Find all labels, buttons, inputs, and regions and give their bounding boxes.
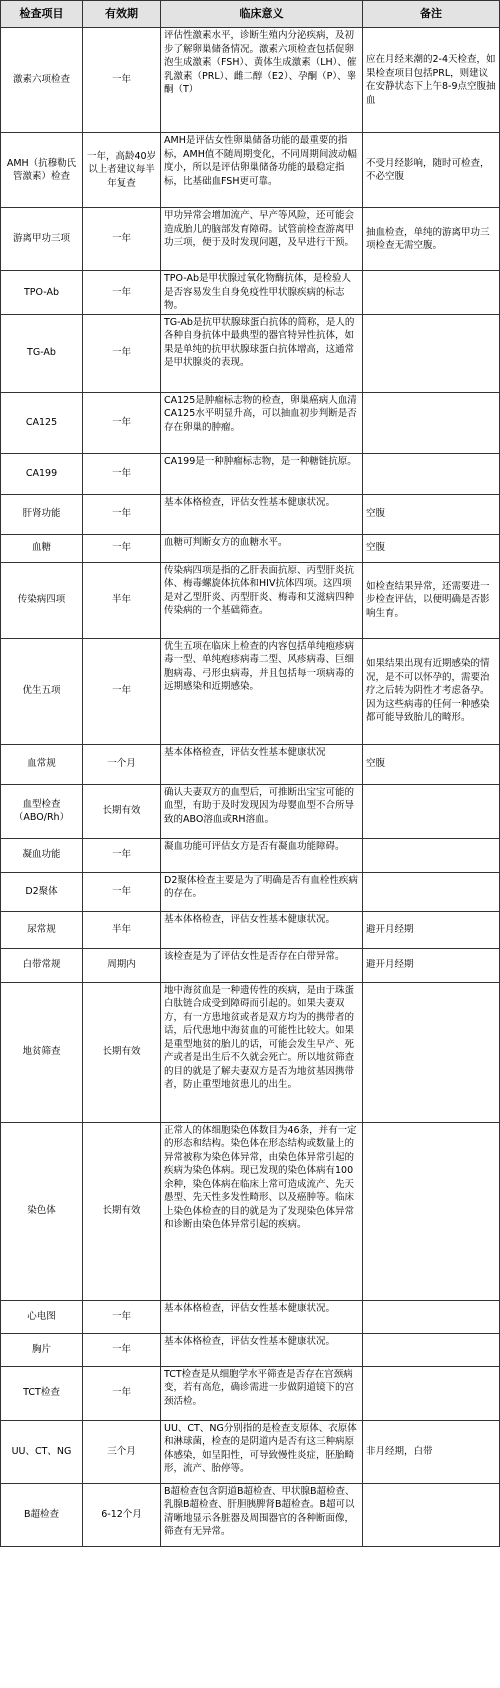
table-row bbox=[1, 982, 500, 1122]
validity-cell: 周期内 bbox=[83, 948, 161, 982]
significance-cell: B超检查包含阴道B超检查、甲状腺B超检查、乳腺B超检查、肝胆胰脾肾B超检查。B超可以清晰地显示各脏器及周围器官的各种断面像，筛查有无异常。 bbox=[161, 1483, 363, 1546]
table-row bbox=[1, 392, 500, 453]
item-cell: 传染病四项 bbox=[1, 562, 83, 638]
table-row bbox=[1, 1300, 500, 1333]
note-cell: 非月经期，白带 bbox=[363, 1420, 500, 1483]
significance-cell: 基本体格检查，评估女性基本健康状况 bbox=[161, 744, 363, 784]
table-row bbox=[1, 838, 500, 872]
table-row bbox=[1, 271, 500, 315]
table-row bbox=[1, 1366, 500, 1420]
note-cell: 空腹 bbox=[363, 494, 500, 534]
item-cell: 地贫筛查 bbox=[1, 982, 83, 1122]
significance-cell: 基本体格检查，评估女性基本健康状况。 bbox=[161, 494, 363, 534]
table-row bbox=[1, 453, 500, 494]
validity-cell: 一年 bbox=[83, 1300, 161, 1333]
validity-cell: 一年 bbox=[83, 392, 161, 453]
validity-cell: 一年 bbox=[83, 314, 161, 392]
table-row bbox=[1, 638, 500, 744]
validity-cell: 一年 bbox=[83, 208, 161, 271]
significance-cell: TPO-Ab是甲状腺过氧化物酶抗体，是检验人是否容易发生自身免疫性甲状腺疾病的标志物。 bbox=[161, 271, 363, 315]
note-cell bbox=[363, 1483, 500, 1546]
validity-cell: 半年 bbox=[83, 911, 161, 948]
validity-cell: 一年 bbox=[83, 1333, 161, 1366]
validity-cell: 一年 bbox=[83, 1366, 161, 1420]
item-cell: AMH（抗穆勒氏管激素）检查 bbox=[1, 133, 83, 208]
significance-cell: CA125是肿瘤标志物的检查，卵巢癌病人血清CA125水平明显升高，可以抽血初步判断是否存在卵巢的肿瘤。 bbox=[161, 392, 363, 453]
note-cell: 避开月经期 bbox=[363, 948, 500, 982]
note-cell bbox=[363, 872, 500, 911]
item-cell: TCT检查 bbox=[1, 1366, 83, 1420]
table-row bbox=[1, 1420, 500, 1483]
note-cell: 抽血检查，单纯的游离甲功三项检查无需空腹。 bbox=[363, 208, 500, 271]
note-cell: 避开月经期 bbox=[363, 911, 500, 948]
validity-cell: 一年 bbox=[83, 494, 161, 534]
validity-cell: 一年，高龄40岁以上者建议每半年复查 bbox=[83, 133, 161, 208]
note-cell: 不受月经影响，随时可检查，不必空腹 bbox=[363, 133, 500, 208]
table-row bbox=[1, 1333, 500, 1366]
note-cell bbox=[363, 982, 500, 1122]
item-cell: 肝肾功能 bbox=[1, 494, 83, 534]
significance-cell: 基本体格检查，评估女性基本健康状况。 bbox=[161, 911, 363, 948]
significance-cell: UU、CT、NG分别指的是检查支原体、衣原体和淋球菌，检查的是阴道内是否有这三种病原体感染，如呈阳性，可导致慢性炎症，胚胎畸形，流产、胎停等。 bbox=[161, 1420, 363, 1483]
note-cell: 空腹 bbox=[363, 534, 500, 562]
significance-cell: D2聚体检查主要是为了明确是否有血栓性疾病的存在。 bbox=[161, 872, 363, 911]
item-cell: 血型检查（ABO/Rh） bbox=[1, 784, 83, 838]
significance-cell: 地中海贫血是一种遗传性的疾病，是由于珠蛋白肽链合成受到障碍而引起的。如果夫妻双方，有一方患地贫或者是双方均为的携带者的话，后代患地中海贫血的可能性比较大。如果是重型地贫的胎儿的话，可能会发生早产、死产或者是出生后不久就会死亡。所以地贫筛查的目的就是了解夫妻双方是否为地贫基因携带者，防止重型地贫患儿的出生。 bbox=[161, 982, 363, 1122]
table-row bbox=[1, 948, 500, 982]
table-row bbox=[1, 494, 500, 534]
table-row bbox=[1, 911, 500, 948]
note-cell bbox=[363, 314, 500, 392]
item-cell: 胸片 bbox=[1, 1333, 83, 1366]
table-row bbox=[1, 314, 500, 392]
item-cell: 游离甲功三项 bbox=[1, 208, 83, 271]
note-cell bbox=[363, 1366, 500, 1420]
table-body bbox=[1, 28, 500, 1547]
note-cell: 如检查结果异常，还需要进一步检查评估，以便明确是否影响生育。 bbox=[363, 562, 500, 638]
significance-cell: 传染病四项是指的乙肝表面抗原、丙型肝炎抗体、梅毒螺旋体抗体和HIV抗体四项。这四项是对乙型肝炎、丙型肝炎、梅毒和艾滋病四种传染病的一个基础筛查。 bbox=[161, 562, 363, 638]
table-row bbox=[1, 744, 500, 784]
significance-cell: 基本体格检查，评估女性基本健康状况。 bbox=[161, 1333, 363, 1366]
item-cell: 染色体 bbox=[1, 1122, 83, 1300]
validity-cell: 一年 bbox=[83, 638, 161, 744]
table-row bbox=[1, 534, 500, 562]
note-cell bbox=[363, 453, 500, 494]
note-cell bbox=[363, 1300, 500, 1333]
item-cell: 优生五项 bbox=[1, 638, 83, 744]
validity-cell: 一个月 bbox=[83, 744, 161, 784]
note-cell bbox=[363, 1122, 500, 1300]
note-cell bbox=[363, 784, 500, 838]
significance-cell: AMH是评估女性卵巢储备功能的最重要的指标，AMH值不随周期变化，不同周期间波动幅度小，所以是评估卵巢储备功能的最稳定指标，比基础血FSH更可靠。 bbox=[161, 133, 363, 208]
validity-cell: 长期有效 bbox=[83, 1122, 161, 1300]
table-row bbox=[1, 1122, 500, 1300]
item-cell: D2聚体 bbox=[1, 872, 83, 911]
note-cell bbox=[363, 271, 500, 315]
item-cell: 激素六项检查 bbox=[1, 28, 83, 133]
table-header-row bbox=[1, 1, 500, 28]
validity-cell: 长期有效 bbox=[83, 784, 161, 838]
significance-cell: 甲功异常会增加流产、早产等风险，还可能会造成胎儿的脑部发育障碍。试管前检查游离甲功三项，便于及时发现问题，及早进行干预。 bbox=[161, 208, 363, 271]
item-cell: B超检查 bbox=[1, 1483, 83, 1546]
significance-cell: 血糖可判断女方的血糖水平。 bbox=[161, 534, 363, 562]
table-row bbox=[1, 1483, 500, 1546]
item-cell: 白带常规 bbox=[1, 948, 83, 982]
note-cell bbox=[363, 392, 500, 453]
header-note: 备注 bbox=[363, 1, 500, 28]
validity-cell: 6-12个月 bbox=[83, 1483, 161, 1546]
item-cell: 血糖 bbox=[1, 534, 83, 562]
validity-cell: 三个月 bbox=[83, 1420, 161, 1483]
item-cell: CA199 bbox=[1, 453, 83, 494]
validity-cell: 一年 bbox=[83, 271, 161, 315]
item-cell: 凝血功能 bbox=[1, 838, 83, 872]
note-cell bbox=[363, 1333, 500, 1366]
item-cell: 血常规 bbox=[1, 744, 83, 784]
header-item: 检查项目 bbox=[1, 1, 83, 28]
note-cell: 空腹 bbox=[363, 744, 500, 784]
significance-cell: 正常人的体细胞染色体数目为46条，并有一定的形态和结构。染色体在形态结构或数量上的异常被称为染色体异常，由染色体异常引起的疾病为染色体病。现已发现的染色体病有100余种，染色体病在临床上常可造成流产、先天愚型、先天性多发性畸形、以及癌肿等。临床上染色体检查的目的就是为了发现染色体异常和诊断由染色体异常引起的疾病。 bbox=[161, 1122, 363, 1300]
significance-cell: 优生五项在临床上检查的内容包括单纯疱疹病毒一型、单纯疱疹病毒二型、风疹病毒、巨细胞病毒、弓形虫病毒，并且包括每一项病毒的远期感染和近期感染。 bbox=[161, 638, 363, 744]
significance-cell: 该检查是为了评估女性是否存在白带异常。 bbox=[161, 948, 363, 982]
note-cell bbox=[363, 838, 500, 872]
validity-cell: 一年 bbox=[83, 838, 161, 872]
table-row bbox=[1, 562, 500, 638]
validity-cell: 一年 bbox=[83, 28, 161, 133]
significance-cell: 确认夫妻双方的血型后，可推断出宝宝可能的血型，有助于及时发现因为母婴血型不合所导致的ABO溶血或RH溶血。 bbox=[161, 784, 363, 838]
item-cell: UU、CT、NG bbox=[1, 1420, 83, 1483]
validity-cell: 一年 bbox=[83, 872, 161, 911]
significance-cell: CA199是一种肿瘤标志物，是一种糖链抗原。 bbox=[161, 453, 363, 494]
table-row bbox=[1, 872, 500, 911]
validity-cell: 长期有效 bbox=[83, 982, 161, 1122]
table-row bbox=[1, 133, 500, 208]
significance-cell: 评估性激素水平，诊断生殖内分泌疾病，及初步了解卵巢储备情况。激素六项检查包括促卵泡生成激素（FSH）、黄体生成激素（LH）、催乳激素（PRL）、雌二醇（E2）、孕酮（P）、睾酮（T） bbox=[161, 28, 363, 133]
note-cell: 如果结果出现有近期感染的情况，是不可以怀孕的，需要治疗之后转为阴性才考虑备孕。因为这些病毒的任何一种感染都可能导致胎儿的畸形。 bbox=[363, 638, 500, 744]
validity-cell: 一年 bbox=[83, 453, 161, 494]
significance-cell: TCT检查是从细胞学水平筛查是否存在宫颈病变，若有高危，确诊需进一步做阴道镜下的宫颈活检。 bbox=[161, 1366, 363, 1420]
validity-cell: 半年 bbox=[83, 562, 161, 638]
item-cell: TPO-Ab bbox=[1, 271, 83, 315]
significance-cell: 基本体格检查，评估女性基本健康状况。 bbox=[161, 1300, 363, 1333]
header-significance: 临床意义 bbox=[161, 1, 363, 28]
note-cell: 应在月经来潮的2-4天检查，如果检查项目包括PRL，则建议在安静状态下上午8-9点空腹抽血 bbox=[363, 28, 500, 133]
table-row bbox=[1, 28, 500, 133]
item-cell: 心电图 bbox=[1, 1300, 83, 1333]
table-row bbox=[1, 208, 500, 271]
item-cell: 尿常规 bbox=[1, 911, 83, 948]
validity-cell: 一年 bbox=[83, 534, 161, 562]
item-cell: CA125 bbox=[1, 392, 83, 453]
header-validity: 有效期 bbox=[83, 1, 161, 28]
significance-cell: TG-Ab是抗甲状腺球蛋白抗体的简称，是人的各种自身抗体中最典型的器官特异性抗体，如果是单纯的抗甲状腺球蛋白抗体增高，这通常是甲状腺炎的表现。 bbox=[161, 314, 363, 392]
table-row bbox=[1, 784, 500, 838]
significance-cell: 凝血功能可评估女方是否有凝血功能障碍。 bbox=[161, 838, 363, 872]
item-cell: TG-Ab bbox=[1, 314, 83, 392]
